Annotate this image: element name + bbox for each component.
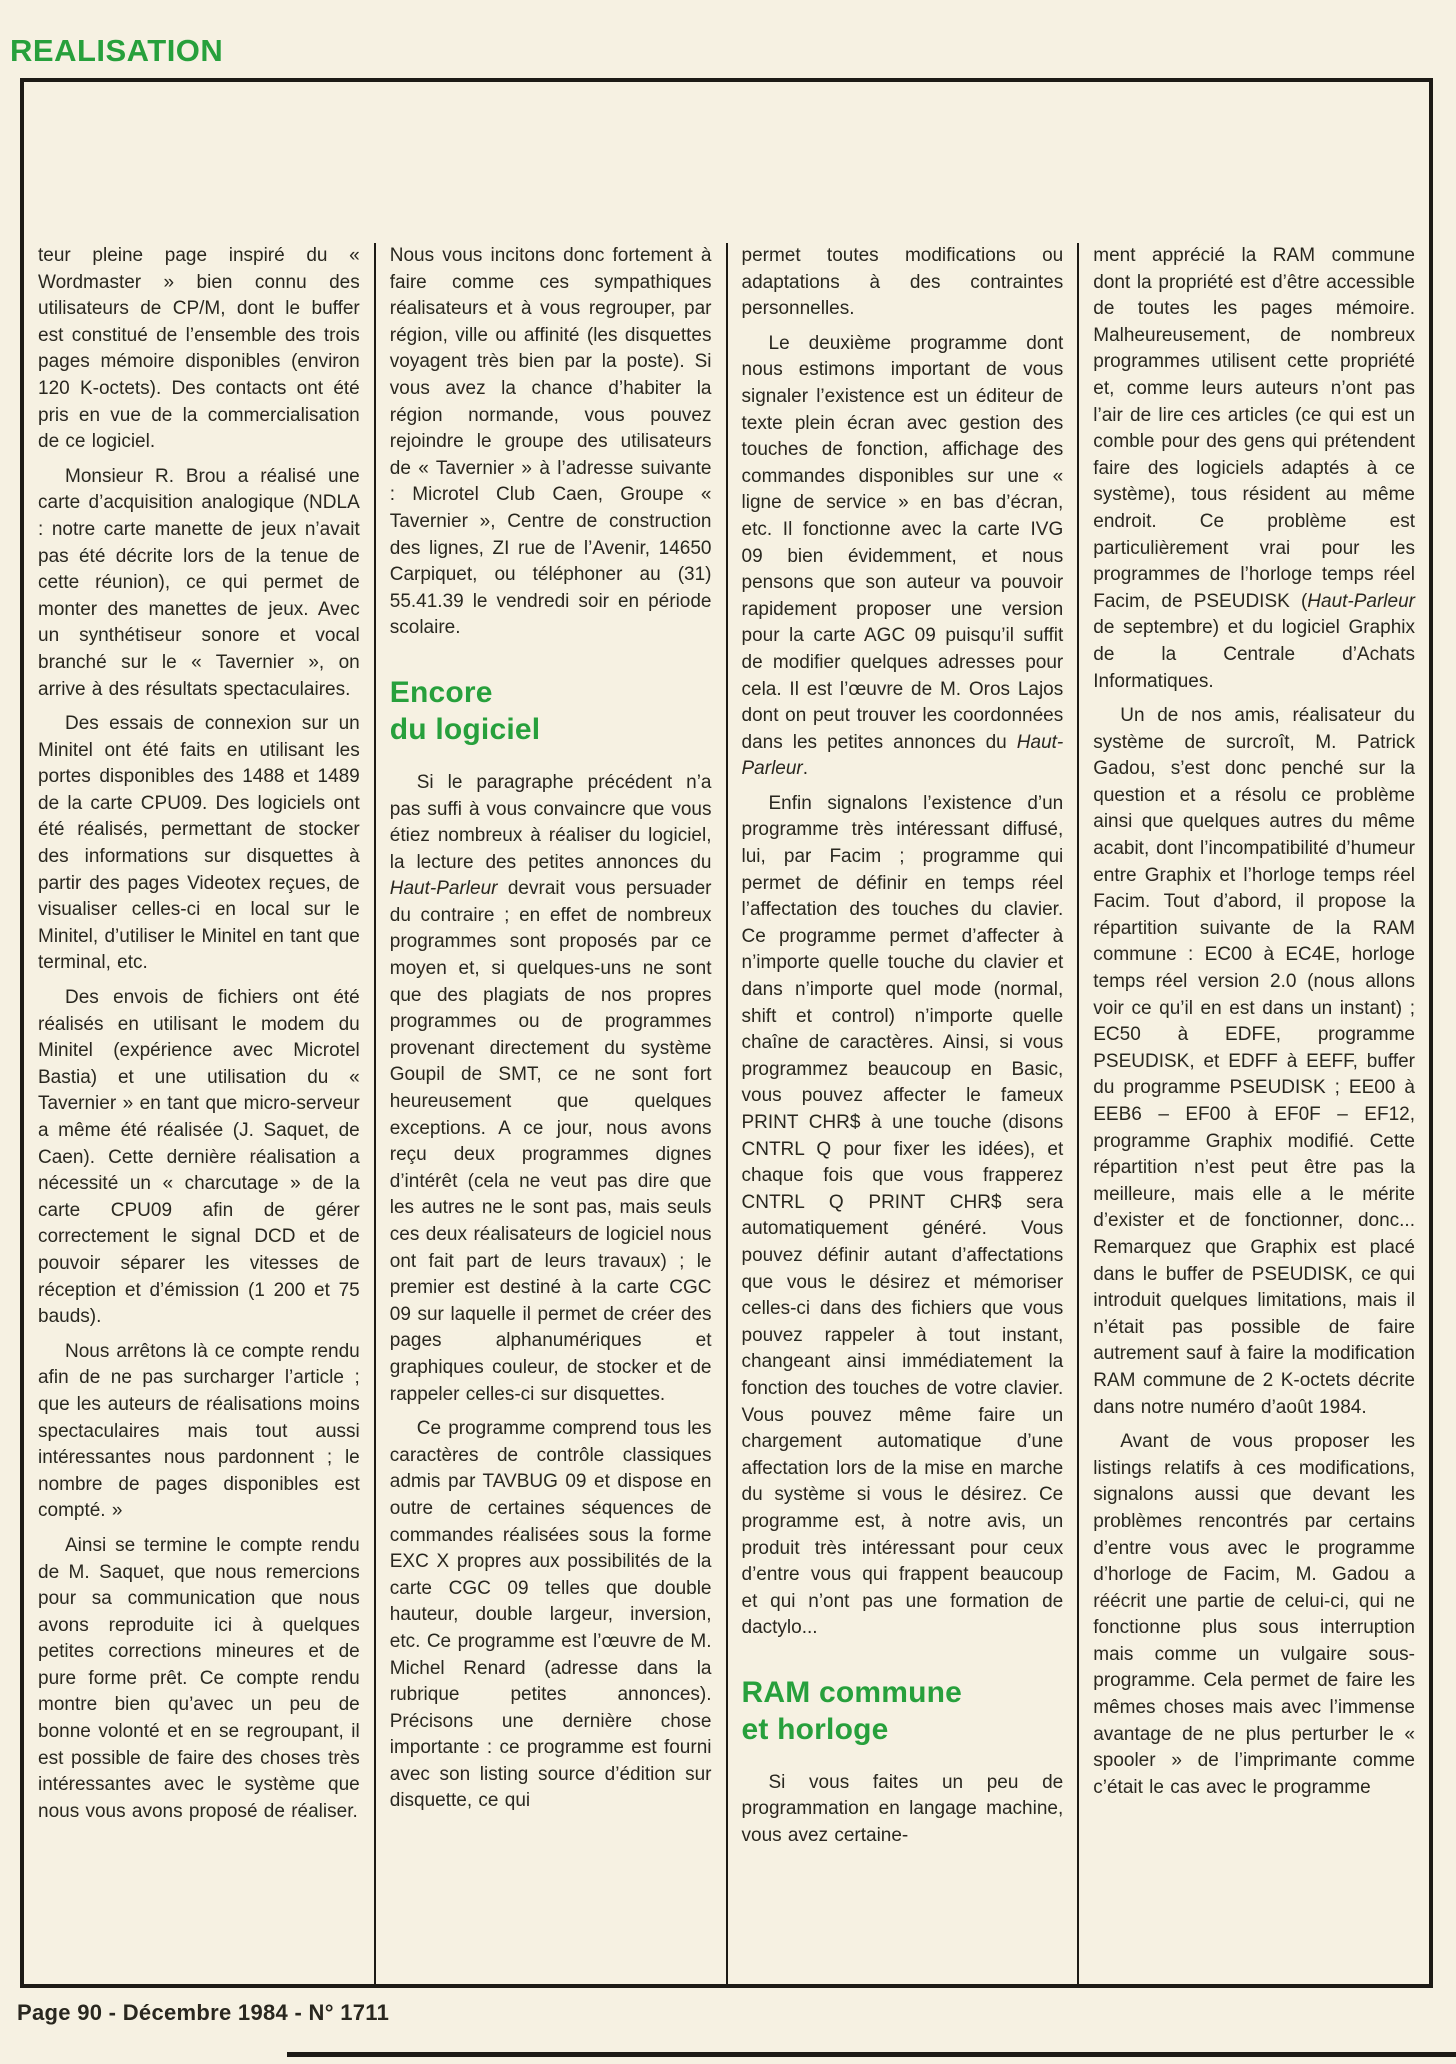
paragraph — [38, 243, 360, 456]
body-text: Avant de vous proposer les listings relatifs à ces modifications, signalons aussi que devant les problèmes rencontrés par certains d’entre vous avec le programme d’horloge de Facim, M. Gadou a réécrit une partie de celui-ci, qui ne fonctionne plus sous interruption mais comme un vulgaire sous-programme. Cela permet de faire les mêmes choses mais avec l’immense avantage de ne plus perturber le « spooler » de l’imprimante comme c’était le cas avec le programme — [1093, 1431, 1415, 1798]
article-box — [20, 78, 1433, 1988]
body-text: permet toutes modifications ou adaptations à des contraintes personnelles. — [741, 245, 1064, 320]
paragraph — [390, 1416, 712, 1815]
body-text: Des essais de connexion sur un Minitel ont été faits en utilisant les portes disponibles des 1488 et 1489 de la carte CPU09. Des logiciels ont été réalisés, permettant de stocker des informations sur disquettes à partir des pages Videotex reçues, de visualiser celles-ci en local sur le Minitel, d’utiliser le Minitel en tant que terminal, etc. — [38, 713, 360, 974]
body-text: teur pleine page inspiré du « Wordmaster » bien connu des utilisateurs de CP/M, dont le buffer est constitué de l’ensemble des trois pages mémoire disponibles (environ 120 K-octets). Des contacts ont été pris en vue de la commercialisation de ce logiciel. — [38, 245, 360, 453]
paragraph — [1093, 1429, 1415, 1801]
body-text: Le deuxième programme dont nous estimons important de vous signaler l’existence est un éditeur de texte plein écran avec gestion des touches de fonction, affichage des commandes disponibles sur une « ligne de service » en bas d’écran, etc. Il fonctionne avec la carte IVG 09 bien évidemment, et nous pensons que son auteur va pouvoir rapidement proposer une version pour la carte AGC 09 puisqu’il suffit de modifier quelques adresses pour cela. Il est l’œuvre de M. Oros Lajos dont on peut trouver les coordonnées dans les petites annonces du — [741, 332, 1064, 753]
paragraph — [38, 1533, 360, 1826]
next-section-border — [287, 2052, 1456, 2057]
body-text: Si vous faites un peu de programmation en langage machine, vous avez certaine- — [741, 1771, 1064, 1847]
body-text: devrait vous persuader du contraire ; en effet de nombreux programmes sont proposés par ce moyen et, si quelques-uns ne sont que des plagiats de nos propres programmes ou de programmes provenant directement du système Goupil de SMT, ce ne sont fort heureusement que quelques exceptions. A ce jour, nous avons reçu deux programmes dignes d’intérêt (cela ne veut pas dire que les autres ne le sont pas, mais seuls ces deux réalisateurs de logiciel nous ont fait part de leurs travaux) ; le premier est destiné à la carte CGC 09 sur laquelle il permet de créer des pages alphanumériques et graphiques couleur, de stocker et de rappeler celles-ci sur disquettes. — [389, 878, 712, 1405]
columns-container — [24, 243, 1429, 1984]
body-text: Monsieur R. Brou a réalisé une carte d’acquisition analogique (NDLA : notre carte manette de jeux n’avait pas été décrite lors de la tenue de cette réunion), ce qui permet de monter des manettes de jeux. Avec un synthétiseur sonore et vocal branché sur le « Tavernier », on arrive à des résultats spectaculaires. — [38, 465, 360, 700]
paragraph — [742, 243, 1064, 323]
body-text: Enfin signalons l’existence d’un programme très intéressant diffusé, lui, par Facim ; programme qui permet de définir en temps réel l’affectation des touches du clavier. Ce programme permet d’affecter à n’importe quelle touche du clavier et dans n’importe quel mode (normal, shift et control) n’importe quelle chaîne de caractères. Ainsi, si vous programmez beaucoup en Basic, vous pouvez affecter le fameux PRINT CHR$ à une touche (disons CNTRL Q pour fixer les idées), et chaque fois que vous frapperez CNTRL Q PRINT CHR$ sera automatiquement généré. Vous pouvez définir autant d’affectations que vous le désirez et mémoriser celles-ci dans des fichiers que vous pouvez rappeler à tout instant, changeant ainsi immédiatement la fonction des touches de votre clavier. Vous pouvez même faire un chargement automatique d’une affectation lors de la mise en marche du système si vous le désirez. Ce programme est, à notre avis, un produit très intéressant pour ceux d’entre vous qui frappent beaucoup et qui n’ont pas une formation de dactylo... — [741, 792, 1064, 1639]
paragraph — [1093, 703, 1415, 1421]
body-text: Nous vous incitons donc fortement à faire comme ces sympathiques réalisateurs et à vous regrouper, par région, ville ou affinité (les disquettes voyagent très bien par la poste). Si vous avez la chance d’habiter la région normande, vous pouvez rejoindre le groupe des utilisateurs de « Tavernier » à l’adresse suivante : Microtel Club Caen, Groupe « Tavernier », Centre de construction des lignes, ZI rue de l’Avenir, 14650 Carpiquet, ou téléphoner au (31) 55.41.39 le vendredi soir en période scolaire. — [389, 245, 712, 639]
column-1 — [24, 243, 376, 1984]
paragraph — [742, 791, 1064, 1642]
section-heading: Encore du logiciel — [389, 675, 541, 746]
body-text: Si le paragraphe précédent n’a pas suffi à vous convaincre que vous étiez nombreux à réaliser du logiciel, la lecture des petites annonces du — [389, 771, 712, 873]
paragraph — [390, 770, 712, 1408]
body-text: de septembre) et du logiciel Graphix de la Centrale d’Achats Informatiques. — [1093, 617, 1415, 692]
italic-text: Haut-Parleur — [741, 731, 1064, 780]
column-2 — [376, 243, 728, 1984]
body-text: Nous arrêtons là ce compte rendu afin de ne pas surcharger l’article ; que les auteurs de réalisations moins spectaculaires mais tout aussi intéressantes nous pardonnent ; le nombre de pages disponibles est compté. » — [38, 1340, 360, 1522]
column-3 — [728, 243, 1080, 1984]
paragraph — [390, 243, 712, 642]
body-text: Un de nos amis, réalisateur du système de surcroît, M. Patrick Gadou, s’est donc penché sur la question et a résolu ce problème ainsi que quelques autres du même acabit, dont l’incompatibilité d’humeur entre Graphix et l’horloge temps réel Facim. Tout d’abord, il propose la répartition suivante de la RAM commune : EC00 à EC4E, horloge temps réel version 2.0 (nous allons voir ce qu’il en est dans un instant) ; EC50 à EDFE, programme PSEUDISK, et EDFF à EEFF, buffer du programme PSEUDISK ; EE00 à EEB6 – EF00 à EF0F – EF12, programme Graphix modifié. Cette répartition n’est peut être pas la meilleure, mais elle a le mérite d’exister et de fonctionner, donc... Remarquez que Graphix est placé dans le buffer de PSEUDISK, ce qui introduit quelques limitations, mais il n’était pas possible de faire autrement sauf à faire la modification RAM commune de 2 K-octets décrite dans notre numéro d’août 1984. — [1093, 705, 1415, 1418]
paragraph — [38, 711, 360, 977]
body-text: Ainsi se termine le compte rendu de M. Saquet, que nous remercions pour sa communication que nous avons reproduite ici à quelques petites corrections mineures et de pure forme prêt. Ce compte rendu montre bien qu’avec un peu de bonne volonté et en se regroupant, il est possible de faire des choses très intéressantes avec le système que nous vous avons proposé de réaliser. — [38, 1534, 360, 1822]
section-heading: RAM commune et horloge — [741, 1675, 963, 1746]
body-text: Des envois de fichiers ont été réalisés en utilisant le modem du Minitel (expérience avec Microtel Bastia) et une utilisation du « Tavernier » en tant que micro-serveur a même été réalisée (J. Saquet, de Caen). Cette dernière réalisation a nécessité un « charcutage » de la carte CPU09 afin de gérer correctement le signal DCD et de pouvoir séparer les vitesses de réception et d’émission (1 200 et 75 bauds). — [38, 987, 360, 1328]
body-text: Ce programme comprend tous les caractères de contrôle classiques admis par TAVBUG 09 et dispose en outre de certaines séquences de commandes réalisées sous la forme EXC X propres aux possibilités de la carte CGC 09 telles que double hauteur, double largeur, inversion, etc. Ce programme est l’œuvre de M. Michel Renard (adresse dans la rubrique petites annonces). Précisons une dernière chose importante : ce programme est fourni avec son listing source d’édition sur disquette, ce qui — [389, 1418, 712, 1812]
paragraph — [38, 1339, 360, 1525]
paragraph — [1093, 243, 1415, 695]
body-text: . — [802, 758, 809, 780]
column-4 — [1079, 243, 1429, 1984]
paragraph — [38, 985, 360, 1331]
paragraph — [742, 1770, 1064, 1850]
paragraph — [38, 464, 360, 703]
italic-text: Haut-Parleur — [1307, 590, 1415, 612]
body-text: ment apprécié la RAM commune dont la propriété est d’être accessible de toutes les pages mémoire. Malheureusement, de nombreux programmes utilisent cette propriété et, comme leurs auteurs n’ont pas l’air de lire ces articles (ce qui est un comble pour des gens qui prétendent faire des logiciels adaptés à ce système), tous résident au même endroit. Ce problème est particulièrement vrai pour les programmes de l’horloge temps réel Facim, de PSEUDISK ( — [1093, 245, 1415, 612]
paragraph — [742, 331, 1064, 783]
section-kicker: REALISATION — [10, 33, 224, 68]
page-footer: Page 90 - Décembre 1984 - N° 1711 — [17, 2000, 390, 2025]
italic-text: Haut-Parleur — [389, 878, 498, 900]
